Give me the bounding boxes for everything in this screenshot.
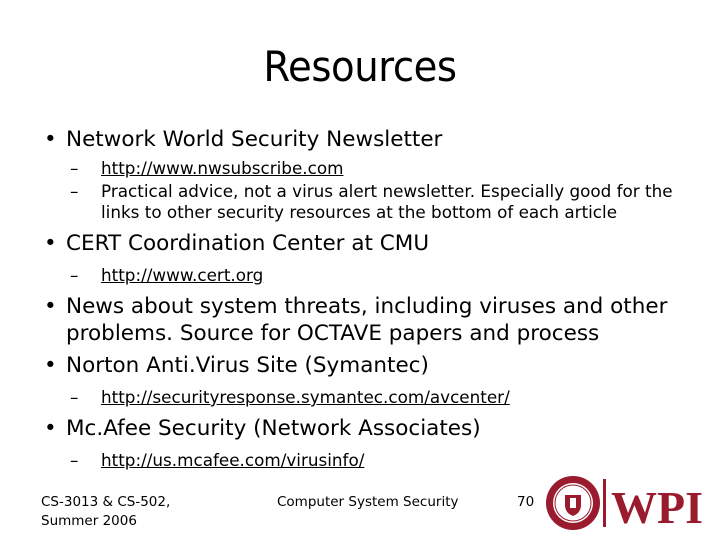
- footer-term-line: Summer 2006: [41, 513, 137, 529]
- nwsubscribe-link[interactable]: http://www.nwsubscribe.com: [101, 158, 344, 178]
- dash-icon: –: [70, 450, 79, 470]
- bullet-item: [40, 293, 690, 347]
- page-number: 70: [517, 494, 535, 510]
- bullet-text: News about system threats, including viruses and other problems. Source for OCTAVE papers and process: [66, 294, 668, 346]
- slide-title: Resources: [263, 42, 457, 91]
- wpi-logo: [543, 473, 713, 533]
- footer-course: [41, 493, 170, 531]
- sub-bullet-item: [40, 450, 690, 471]
- bullet-text: Mc.Afee Security (Network Associates): [66, 416, 481, 441]
- sub-bullet-item: [40, 265, 690, 286]
- footer-course-line: CS-3013 & CS-502,: [41, 494, 171, 510]
- footer-title: Computer System Security: [277, 494, 459, 510]
- symantec-link[interactable]: http://securityresponse.symantec.com/avcenter/: [101, 387, 510, 407]
- sub-bullet-text: Practical advice, not a virus alert newsletter. Especially good for the links to other security resources at the bottom of each article: [101, 181, 673, 222]
- wpi-seal-icon: [546, 476, 600, 530]
- bullet-list: [40, 126, 690, 471]
- bullet-dot-icon: •: [44, 294, 57, 319]
- wpi-logo-text: WPI: [611, 482, 703, 533]
- bullet-dot-icon: •: [44, 127, 57, 152]
- bullet-item: [40, 230, 690, 257]
- bullet-text: Norton Anti.Virus Site (Symantec): [66, 353, 429, 378]
- sub-bullet-item: [40, 158, 690, 179]
- bullet-item: [40, 415, 690, 442]
- logo-divider: [603, 479, 606, 527]
- bullet-dot-icon: •: [44, 416, 57, 441]
- dash-icon: –: [70, 158, 79, 178]
- dash-icon: –: [70, 181, 79, 201]
- bullet-text: CERT Coordination Center at CMU: [66, 231, 430, 256]
- bullet-item: [40, 352, 690, 379]
- bullet-dot-icon: •: [44, 353, 57, 378]
- bullet-item: [40, 126, 690, 153]
- sub-bullet-item: [40, 181, 690, 223]
- bullet-text: Network World Security Newsletter: [66, 127, 443, 152]
- dash-icon: –: [70, 265, 79, 285]
- dash-icon: –: [70, 387, 79, 407]
- cert-link[interactable]: http://www.cert.org: [101, 265, 264, 285]
- sub-bullet-item: [40, 387, 690, 408]
- bullet-dot-icon: •: [44, 231, 57, 256]
- mcafee-link[interactable]: http://us.mcafee.com/virusinfo/: [101, 450, 365, 470]
